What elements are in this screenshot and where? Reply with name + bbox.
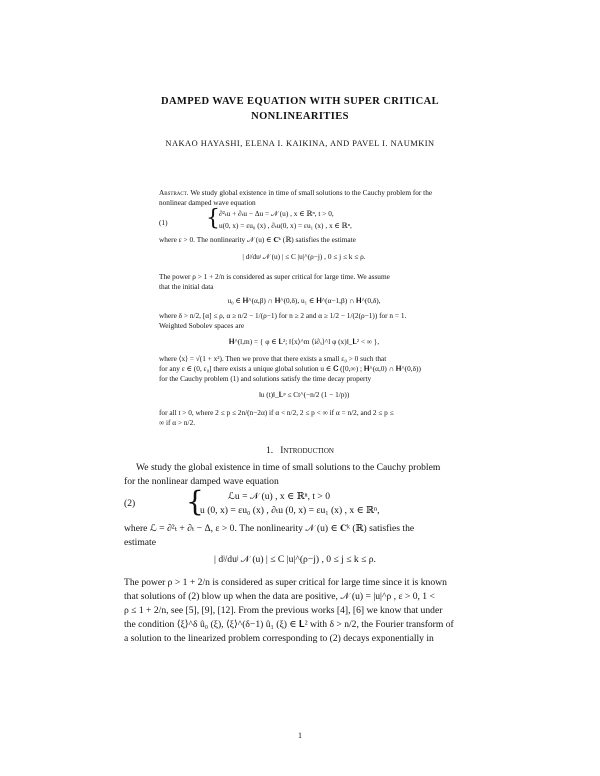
eq2-line-2: u (0, x) = εu₀ (x) , ∂ₜu (0, x) = εu₁ (x) , x ∈ ℝⁿ, (200, 505, 380, 516)
intro-where-1: where ℒ = ∂²ₜ + ∂ₜ − Δ, ε > 0. The nonlinearity 𝒩 (u) ∈ 𝐂ᵏ (ℝ) satisfies the (124, 523, 415, 534)
eq1-line-2: u(0, x) = εu₀ (x) , ∂ₜu(0, x) = εu₁ (x) , x ∈ ℝⁿ, (219, 221, 352, 230)
abstract-power-2: that the initial data (159, 282, 214, 291)
section-heading (0, 446, 600, 456)
eq2-number: (2) (124, 498, 136, 509)
abstract-data-eq: u₀ ∈ 𝐇^(α,β) ∩ 𝐇^(0,δ), u₁ ∈ 𝐇^(α−1,β) ∩ 𝐇^(0,δ), (227, 296, 381, 305)
title-line-2: NONLINEARITIES (251, 111, 349, 122)
authors: NAKAO HAYASHI, ELENA I. KAIKINA, AND PAVEL I. NAUMKIN (165, 139, 435, 148)
intro-where-2: estimate (124, 537, 156, 548)
abstract-label: Abstract. (159, 188, 189, 197)
abstract-decay: ‖u (t)‖_𝐋ᵖ ≤ Ct^(−n/2 (1 − 1/p)) (258, 390, 350, 399)
eq2-line-1: ℒu = 𝒩 (u) , x ∈ ℝⁿ, t > 0 (228, 491, 331, 502)
abstract-final-1: for all t > 0, where 2 ≤ p ≤ 2n/(n−2α) if α < n/2, 2 ≤ p < ∞ if α = n/2, and 2 ≤ p ≤ (159, 408, 394, 417)
abstract-where: where ε > 0. The nonlinearity 𝒩 (u) ∈ 𝐂ᵏ (ℝ) satisfies the estimate (159, 235, 356, 244)
intro-line-2: for the nonlinear damped wave equation (124, 476, 279, 487)
abstract-final-2: ∞ if α > n/2. (159, 418, 196, 427)
eq1-brace: { (206, 206, 220, 231)
abstract-sobolev: 𝐇^(l,m) = { φ ∈ 𝐋²; ‖⟨x⟩^m ⟨i∂ₓ⟩^l φ (x)‖_𝐋² < ∞ }, (228, 337, 380, 346)
intro-para-4: the condition ⟨ξ⟩^δ û₀ (ξ), ⟨ξ⟩^(δ−1) û₁ (ξ) ∈ 𝐋² with δ > n/2, the Fourier transform of (124, 619, 454, 630)
page-number: 1 (298, 731, 302, 740)
eq1-line-1: ∂²ₜu + ∂ₜu − Δu = 𝒩 (u) , x ∈ ℝⁿ, t > 0, (219, 209, 334, 218)
eq1-number: (1) (159, 218, 168, 227)
abstract-estimate: | dʲ/duʲ 𝒩 (u) | ≤ C |u|^(ρ−j) , 0 ≤ j ≤ k ≤ ρ. (242, 252, 366, 261)
intro-para-3: ρ ≤ 1 + 2/n, see [5], [9], [12]. From the previous works [4], [6] we know that under (124, 605, 443, 616)
intro-line-1: We study the global existence in time of small solutions to the Cauchy problem (136, 462, 441, 473)
abstract-result-3: for the Cauchy problem (1) and solutions satisfy the time decay property (159, 374, 372, 383)
intro-estimate: | dʲ/duʲ 𝒩 (u) | ≤ C |u|^(ρ−j) , 0 ≤ j ≤ k ≤ ρ. (214, 554, 376, 565)
abstract-cond-1: where δ > n/2, [α] ≤ ρ, α ≥ n/2 − 1/(ρ−1) for n ≥ 2 and α ≥ 1/2 − 1/(2(ρ−1)) for n = 1. (159, 311, 407, 320)
eq2-brace: { (186, 485, 204, 518)
abstract-cond-2: Weighted Sobolev spaces are (159, 321, 245, 330)
intro-para-1: The power ρ > 1 + 2/n is considered as super critical for large time since it is known (124, 577, 447, 588)
abstract-result-2: for any ε ∈ (0, ε₀] there exists a unique global solution u ∈ 𝐂 ([0,∞) ; 𝐇^(α,0) ∩ 𝐇^(0,δ)) (159, 364, 421, 373)
intro-para-2: that solutions of (2) blow up when the data are positive, 𝒩 (u) = |u|^ρ , ε > 0, 1 < (124, 591, 435, 602)
intro-para-5: a solution to the linearized problem corresponding to (2) decays exponentially in (124, 633, 434, 644)
abstract-intro-text: We study global existence in time of small solutions to the Cauchy problem for the nonlinear damped wave equation (159, 188, 433, 208)
abstract-result-1: where ⟨x⟩ = √(1 + x²). Then we prove that there exists a small ε₀ > 0 such that (159, 354, 387, 363)
section-number: 1. (266, 446, 274, 456)
abstract-intro (159, 188, 449, 209)
title-line-1: DAMPED WAVE EQUATION WITH SUPER CRITICAL (160, 96, 440, 107)
paper-title (0, 94, 600, 124)
abstract-power-1: The power ρ > 1 + 2/n is considered as super critical for large time. We assume (159, 272, 390, 281)
section-title: Introduction (280, 446, 334, 456)
